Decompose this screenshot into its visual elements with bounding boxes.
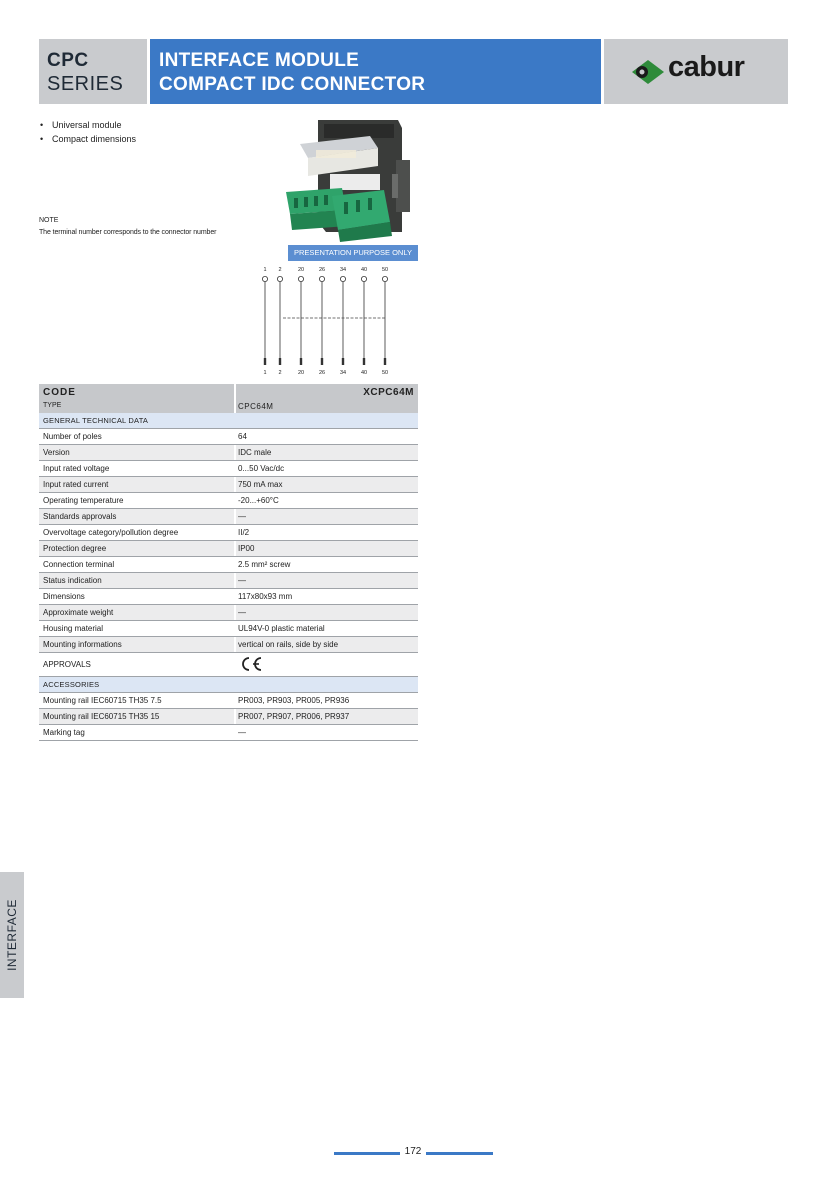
presentation-caption: PRESENTATION PURPOSE ONLY (288, 245, 418, 261)
row-value: — (238, 512, 246, 521)
table-row (39, 525, 418, 541)
footer-rule-right (426, 1152, 493, 1155)
row-value: — (238, 576, 246, 585)
pin-label-top: 34 (339, 267, 347, 273)
table-row (39, 541, 418, 557)
pin-label-top: 50 (381, 267, 389, 273)
pin-contact (279, 358, 281, 365)
table-row (39, 445, 418, 461)
brand-logo (604, 39, 788, 104)
section-accessories: ACCESSORIES (39, 677, 418, 693)
type-label: TYPE (43, 402, 62, 409)
logo-mark-icon (628, 58, 668, 86)
pin-terminal (319, 276, 324, 281)
row-label: Connection terminal (43, 560, 115, 569)
page-title-line1: INTERFACE MODULE (159, 50, 360, 71)
row-value: -20...+60°C (238, 496, 279, 505)
pin-terminal (340, 276, 345, 281)
table-row (39, 573, 418, 589)
row-label: Mounting rail IEC60715 TH35 7.5 (43, 696, 162, 705)
feature-list (40, 118, 136, 146)
row-value: PR007, PR907, PR006, PR937 (238, 712, 350, 721)
table-row (39, 509, 418, 525)
row-value: 64 (238, 432, 247, 441)
row-label: Overvoltage category/pollution degree (43, 528, 179, 537)
row-label: Housing material (43, 624, 104, 633)
approvals-label: APPROVALS (43, 660, 91, 669)
product-photo (286, 114, 418, 248)
type-value: CPC64M (238, 402, 274, 411)
pin-contact (264, 358, 266, 365)
pin-label-bottom: 26 (318, 370, 326, 376)
pin-label-top: 2 (278, 267, 282, 273)
pin-label-bottom: 2 (278, 370, 282, 376)
pin-contact (321, 358, 323, 365)
logo-text: cabur (668, 51, 745, 83)
table-row (39, 693, 418, 709)
row-label: Status indication (43, 576, 102, 585)
pin-contact (300, 358, 302, 365)
table-row (39, 725, 418, 741)
pin-label-top: 26 (318, 267, 326, 273)
row-value: PR003, PR903, PR005, PR936 (238, 696, 350, 705)
row-value: IDC male (238, 448, 272, 457)
table-row (39, 493, 418, 509)
row-value: UL94V-0 plastic material (238, 624, 325, 633)
series-word: SERIES (47, 73, 124, 95)
table-row (39, 621, 418, 637)
pin-terminal (277, 276, 282, 281)
series-block (39, 39, 147, 104)
row-value: II/2 (238, 528, 250, 537)
row-label: Mounting informations (43, 640, 122, 649)
approvals-row (39, 653, 418, 677)
row-value: 117x80x93 mm (238, 592, 293, 601)
pin-contact (384, 358, 386, 365)
pin-label-bottom: 50 (381, 370, 389, 376)
table-header (39, 384, 418, 413)
row-label: Marking tag (43, 728, 85, 737)
title-block (150, 39, 601, 104)
row-value: 750 mA max (238, 480, 283, 489)
row-label: Approximate weight (43, 608, 114, 617)
code-value: XCPC64M (363, 387, 414, 398)
pin-terminal (262, 276, 267, 281)
row-label: Dimensions (43, 592, 85, 601)
pin-terminal (361, 276, 366, 281)
table-row (39, 461, 418, 477)
spec-table (39, 384, 418, 741)
row-label: Protection degree (43, 544, 107, 553)
feature-item: • Compact dimensions (40, 132, 136, 146)
pin-label-top: 1 (263, 267, 267, 273)
pin-label-top: 40 (360, 267, 368, 273)
pin-label-bottom: 40 (360, 370, 368, 376)
pin-terminal (382, 276, 387, 281)
side-tab (0, 872, 24, 998)
row-label: Operating temperature (43, 496, 124, 505)
table-row (39, 589, 418, 605)
pin-terminal (298, 276, 303, 281)
ce-mark-icon (238, 655, 264, 675)
table-row (39, 709, 418, 725)
pin-schematic (255, 262, 400, 378)
row-label: Input rated current (43, 480, 109, 489)
series-code: CPC (47, 50, 89, 71)
row-value: vertical on rails, side by side (238, 640, 339, 649)
pin-label-bottom: 1 (263, 370, 267, 376)
side-tab-label: INTERFACE (5, 899, 19, 971)
row-label: Version (43, 448, 70, 457)
row-value: — (238, 608, 246, 617)
row-value: 2.5 mm² screw (238, 560, 291, 569)
row-label: Number of poles (43, 432, 102, 441)
pin-contact (342, 358, 344, 365)
row-value: — (238, 728, 246, 737)
row-label: Input rated voltage (43, 464, 110, 473)
table-row (39, 605, 418, 621)
table-row (39, 557, 418, 573)
table-row (39, 477, 418, 493)
footer-rule-left (334, 1152, 400, 1155)
row-label: Standards approvals (43, 512, 117, 521)
table-row (39, 429, 418, 445)
pin-contact (363, 358, 365, 365)
table-row (39, 637, 418, 653)
row-value: 0...50 Vac/dc (238, 464, 285, 473)
row-label: Mounting rail IEC60715 TH35 15 (43, 712, 160, 721)
feature-item: • Universal module (40, 118, 136, 132)
pin-label-bottom: 20 (297, 370, 305, 376)
note-text: The terminal number corresponds to the connector number (39, 229, 217, 236)
note-heading: NOTE (39, 217, 59, 224)
pin-label-bottom: 34 (339, 370, 347, 376)
section-general: GENERAL TECHNICAL DATA (39, 413, 418, 429)
code-label: CODE (43, 387, 76, 398)
page-number: 172 (404, 1146, 422, 1157)
page-title-line2: COMPACT IDC CONNECTOR (159, 74, 426, 95)
row-value: IP00 (238, 544, 255, 553)
pin-label-top: 20 (297, 267, 305, 273)
